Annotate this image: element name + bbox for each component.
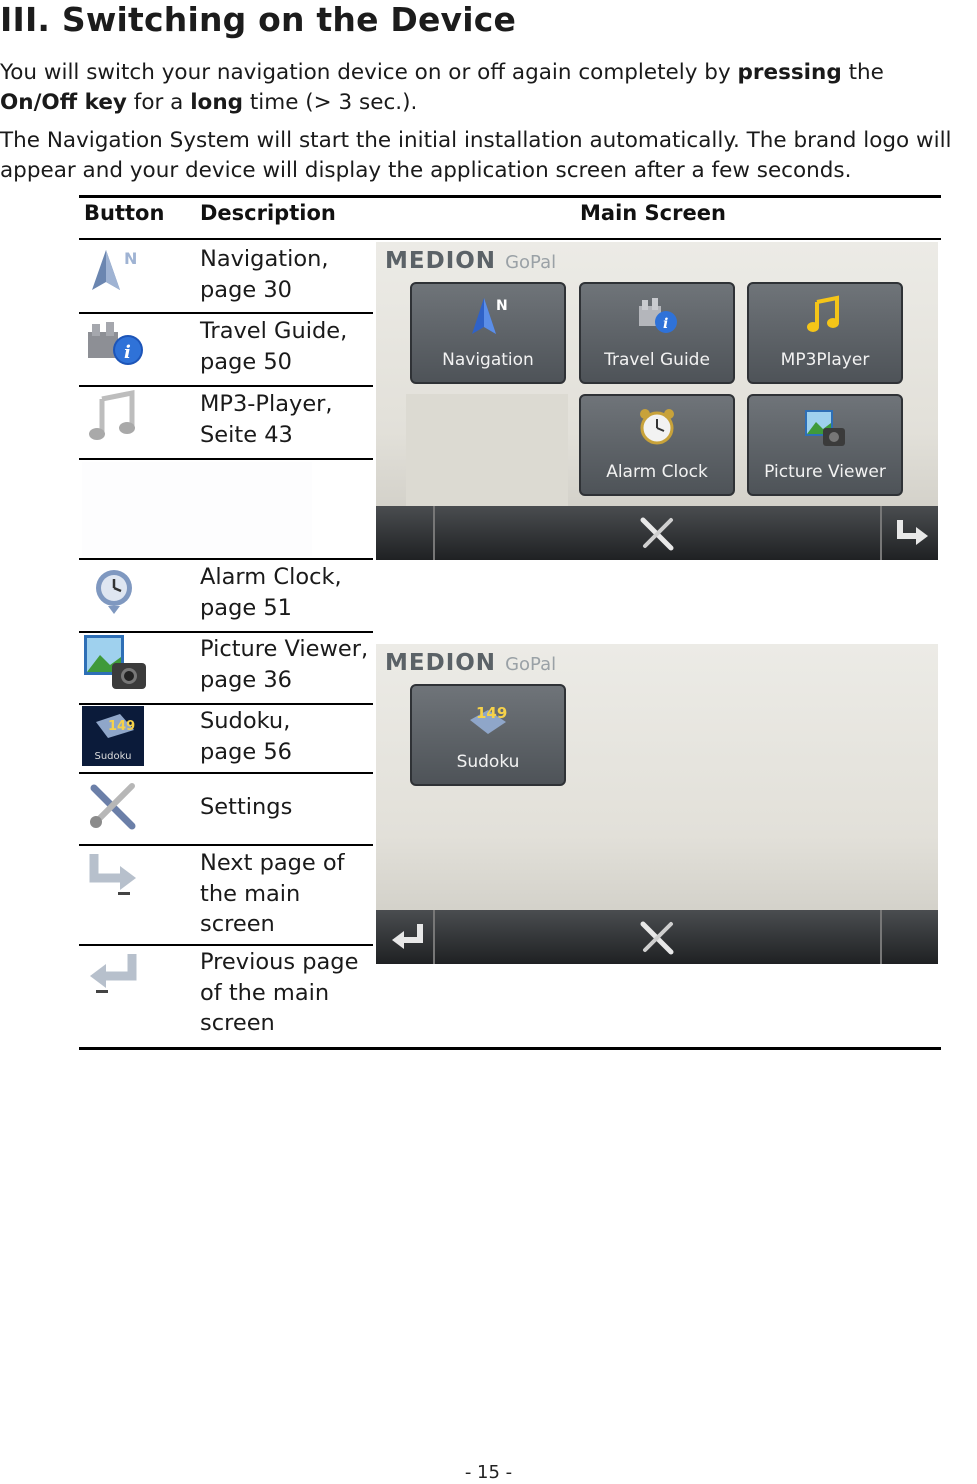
alarm-clock-icon [635,406,679,450]
page-number: - 15 - [464,1462,513,1483]
intro-paragraph [0,58,884,118]
logo-gopal: GoPal [505,252,557,273]
startup-line-1: The Navigation System will start the initial installation automatically. The brand logo will [0,128,952,153]
bar-separator [433,506,435,560]
intro-text-2: the [841,60,884,85]
tile-label: Picture Viewer [764,462,886,482]
tile-label: Travel Guide [604,350,710,370]
main-screen-page-2 [376,644,938,964]
logo-gopal: GoPal [505,654,557,675]
alarm-clock-icon [82,562,148,624]
row-divider [79,558,373,560]
startup-line-2: appear and your device will display the application screen after a few seconds. [0,158,852,183]
travel-guide-icon [82,316,148,378]
table-top-rule [79,195,941,198]
settings-icon[interactable] [637,514,677,554]
previous-page-arrow-icon [82,948,148,1010]
tile-alarm-clock[interactable] [579,394,735,496]
row-divider [79,944,373,946]
nav-n-letter: N [496,298,508,314]
description-mp3-player: MP3-Player, Seite 43 [200,391,333,448]
svg-text:i: i [663,316,669,332]
page-heading: III. Switching on the Device [0,0,517,39]
tile-label: Sudoku [456,752,520,772]
description-settings: Settings [200,794,293,820]
medion-gopal-logo [385,650,556,676]
next-page-arrow-icon [82,848,148,910]
tile-mp3player[interactable] [747,282,903,384]
sudoku-icon [82,706,144,766]
row-divider [79,772,373,774]
tile-label: Alarm Clock [606,462,708,482]
intro-bold-key: On/Off key [0,90,127,115]
medion-gopal-logo [385,248,556,274]
sudoku-icon-label: Sudoku [94,751,132,762]
intro-bold-long: long [190,90,244,115]
row-divider [79,703,373,705]
tile-picture-viewer[interactable] [747,394,903,496]
music-note-icon [803,294,847,338]
settings-icon[interactable] [637,918,677,958]
bar-separator [880,910,882,964]
svg-text:149: 149 [108,719,136,734]
screen-bottom-bar [376,506,938,560]
table-header-rule [79,238,941,240]
picture-viewer-icon [803,406,847,450]
description-alarm-clock: Alarm Clock, page 51 [200,564,342,621]
row-divider [79,385,373,387]
startup-paragraph [0,126,952,186]
description-picture-viewer: Picture Viewer, page 36 [200,636,369,693]
picture-viewer-icon [82,633,148,695]
intro-text-1: You will switch your navigation device on or off again completely by [0,60,738,85]
intro-text-3: for a [126,90,191,115]
settings-icon [82,778,148,840]
row-divider [79,312,373,314]
description-navigation: Navigation, page 30 [200,246,329,303]
svg-text:N: N [124,249,138,268]
tile-travel-guide[interactable] [579,282,735,384]
header-main-screen: Main Screen [580,201,726,225]
tile-label: Navigation [442,350,534,370]
logo-medion: MEDION [385,248,497,274]
table-bottom-rule [79,1047,941,1050]
sudoku-grid-icon [82,708,144,748]
tile-label: MP3Player [780,350,870,370]
header-description: Description [200,201,336,225]
tile-sudoku[interactable] [410,684,566,786]
music-note-icon [82,389,148,451]
blank-cell [82,462,312,556]
svg-text:149: 149 [476,704,508,722]
intro-text-4: time (> 3 sec.). [243,90,418,115]
intro-bold-pressing: pressing [737,60,842,85]
row-divider [79,844,373,846]
main-screen-page-1 [376,242,938,560]
description-previous-page: Previous page of the main screen [200,949,359,1036]
empty-tile-slot [406,394,568,506]
sudoku-grid-icon [466,696,510,740]
travel-guide-icon [635,294,679,338]
description-travel-guide: Travel Guide, page 50 [200,318,348,375]
bar-separator [880,506,882,560]
description-sudoku: Sudoku, page 56 [200,708,292,765]
navigation-arrow-icon [466,294,510,338]
next-page-arrow-icon[interactable] [892,514,932,554]
previous-page-arrow-icon[interactable] [388,918,428,958]
tile-navigation[interactable] [410,282,566,384]
svg-text:i: i [124,342,131,363]
bar-separator [433,910,435,964]
screen-bottom-bar [376,910,938,964]
row-divider [79,458,373,460]
navigation-arrow-icon [82,244,148,306]
logo-medion: MEDION [385,650,497,676]
description-next-page: Next page of the main screen [200,850,345,937]
header-button: Button [84,201,165,225]
